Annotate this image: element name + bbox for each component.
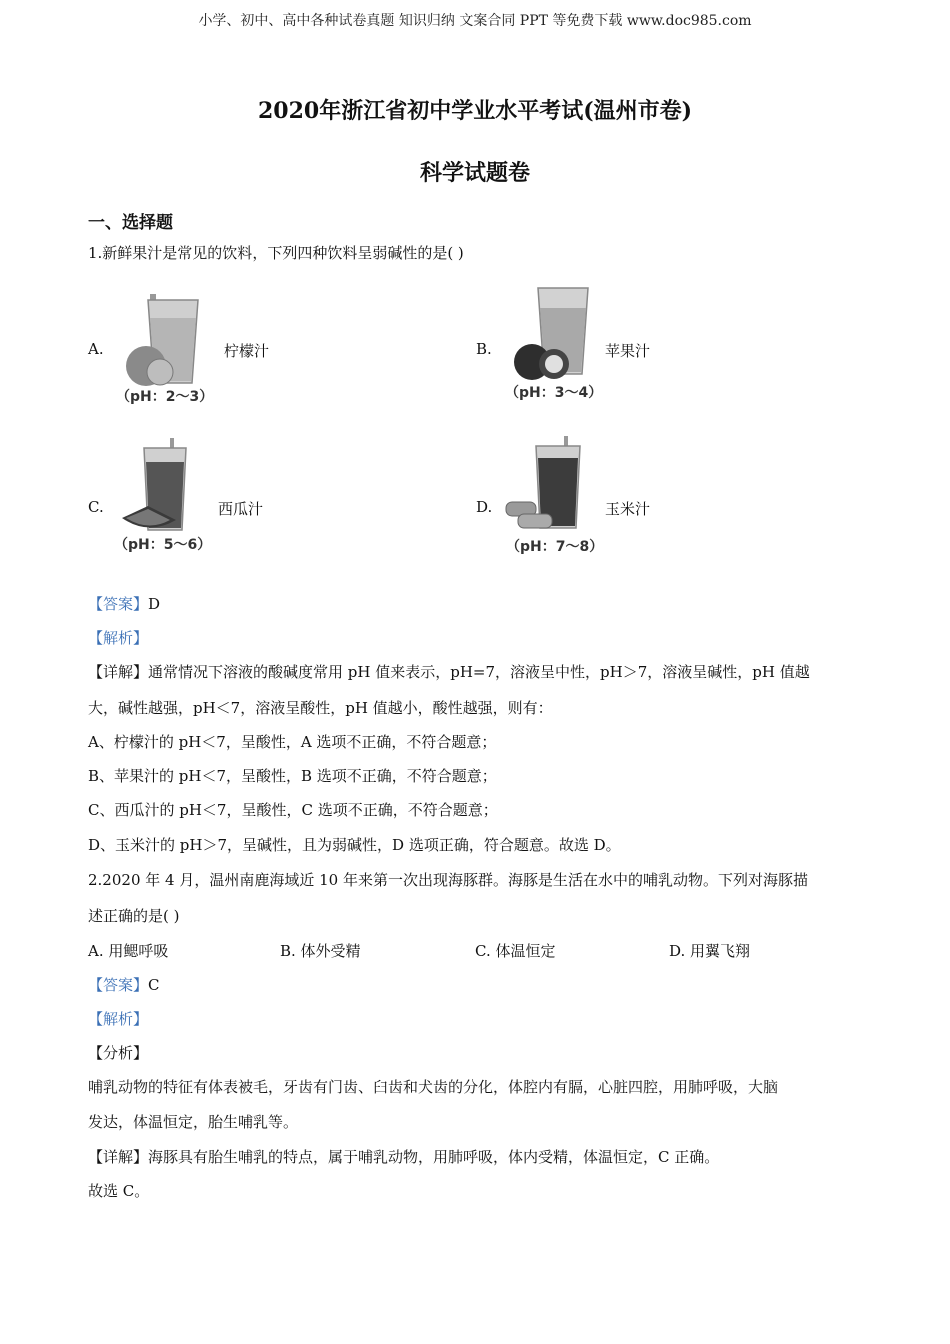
q2-fenxi-line-2: 发达，体温恒定，胎生哺乳等。 <box>88 1113 299 1131</box>
q1-option-b-letter: B. <box>476 340 492 358</box>
exam-title: 2020年浙江省初中学业水平考试(温州市卷) <box>257 98 693 124</box>
lemon-juice-image <box>118 288 218 388</box>
q1-option-d-letter: D. <box>476 498 493 516</box>
q1-detail-line-3: A、柠檬汁的 pH＜7，呈酸性，A 选项不正确，不符合题意； <box>88 733 497 751</box>
q1-option-d-name: 玉米汁 <box>605 500 651 518</box>
q1-detail-line-5: C、西瓜汁的 pH＜7，呈酸性，C 选项不正确，不符合题意； <box>88 801 498 819</box>
q1-option-c-name: 西瓜汁 <box>218 500 264 518</box>
q2-fenxi-tag: 【分析】 <box>88 1044 149 1062</box>
q1-detail-line-2: 大，碱性越强，pH＜7，溶液呈酸性，pH 值越小，酸性越强，则有： <box>88 699 553 717</box>
watermelon-juice-image <box>118 436 218 536</box>
q2-detail: 【详解】海豚具有胎生哺乳的特点，属于哺乳动物，用肺呼吸，体内受精，体温恒定，C 正确。 <box>88 1148 720 1166</box>
q2-option-b: B. 体外受精 <box>280 942 361 960</box>
q1-detail-line-4: B、苹果汁的 pH＜7，呈酸性，B 选项不正确，不符合题意； <box>88 767 497 785</box>
q2-stem-line-2: 述正确的是( ) <box>88 907 180 925</box>
apple-juice-image <box>508 282 608 387</box>
q1-option-d-ph: （pH：7～8） <box>506 539 604 555</box>
q2-answer <box>88 975 160 995</box>
q2-analysis-tag: 【解析】 <box>88 1010 149 1028</box>
q2-option-a: A. 用鳃呼吸 <box>88 942 169 960</box>
q1-option-c-ph: （pH：5～6） <box>114 537 212 553</box>
q2-option-d: D. 用翼飞翔 <box>669 942 751 960</box>
q1-detail-line-6: D、玉米汁的 pH＞7，呈碱性，且为弱碱性，D 选项正确，符合题意。故选 D。 <box>88 836 621 854</box>
q2-conclusion: 故选 C。 <box>88 1182 150 1200</box>
exam-subtitle: 科学试题卷 <box>419 160 530 186</box>
page-header: 小学、初中、高中各种试卷真题 知识归纳 文案合同 PPT 等免费下载 www.doc985.com <box>198 13 752 29</box>
q1-option-c-letter: C. <box>88 498 104 516</box>
q1-option-a-name: 柠檬汁 <box>224 342 270 360</box>
q2-answer-tag: 【答案】 <box>88 976 149 994</box>
q1-answer <box>88 594 160 614</box>
q1-option-b-name: 苹果汁 <box>605 342 651 360</box>
q1-answer-value: D <box>148 595 161 613</box>
q1-option-a-ph: （pH：2～3） <box>116 389 214 405</box>
q2-option-c: C. 体温恒定 <box>475 942 556 960</box>
q1-option-b-ph: （pH：3～4） <box>505 385 603 401</box>
q2-fenxi-line-1: 哺乳动物的特征有体表被毛，牙齿有门齿、臼齿和犬齿的分化，体腔内有膈，心脏四腔，用肺呼吸，大脑 <box>88 1078 779 1096</box>
q2-answer-value: C <box>148 976 160 994</box>
corn-juice-image <box>504 436 604 536</box>
q1-detail-line-1: 【详解】通常情况下溶液的酸碱度常用 pH 值来表示，pH=7，溶液呈中性，pH＞7，溶液呈碱性，pH 值越 <box>88 663 810 681</box>
q1-answer-tag: 【答案】 <box>88 595 149 613</box>
q1-option-a-letter: A. <box>88 340 104 358</box>
q1-analysis-tag: 【解析】 <box>88 629 149 647</box>
q1-stem: 1.新鲜果汁是常见的饮料，下列四种饮料呈弱碱性的是( ) <box>88 244 464 262</box>
q2-stem-line-1: 2.2020 年 4 月，温州南鹿海域近 10 年来第一次出现海豚群。海豚是生活在水中的哺乳动物。下列对海豚描 <box>88 871 808 889</box>
section-heading: 一、选择题 <box>88 213 173 233</box>
